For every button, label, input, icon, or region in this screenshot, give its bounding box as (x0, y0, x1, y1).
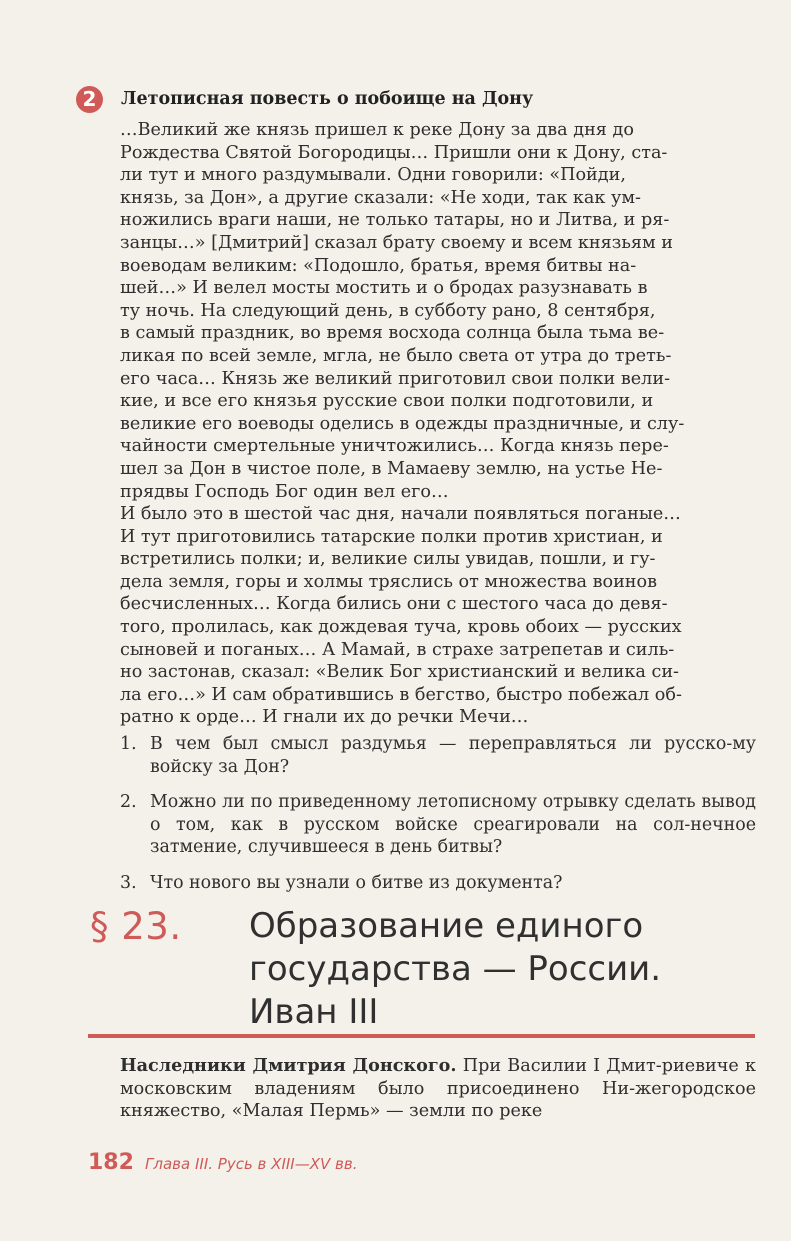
question-text: Можно ли по приведенному летописному отрывку сделать вывод о том, как в русском войске среагировали на сол-нечное затмение, случившееся в день битвы? (150, 792, 756, 858)
body-paragraph (120, 1055, 756, 1123)
question-item (120, 872, 756, 895)
document-line: но застонав, сказал: «Велик Бог христианский и велика си- (120, 662, 680, 683)
question-number: 1. (120, 734, 137, 754)
document-header (76, 86, 756, 116)
document-line: ли тут и много раздумывали. Одни говорили: «Пойди, (120, 165, 626, 186)
document-line: ратно к орде… И гнали их до речки Мечи… (120, 707, 529, 728)
question-item (120, 791, 756, 859)
document-line: дела земля, горы и холмы тряслись от множества воинов (120, 571, 658, 592)
document-line: И было это в шестой час дня, начали появляться поганые… (120, 504, 681, 525)
document-line: Рождества Святой Богородицы… Пришли они к Дону, ста- (120, 142, 668, 163)
chapter-label: Глава III. Русь в XIII—XV вв. (145, 1155, 358, 1173)
document-line: того, пролилась, как дождевая туча, кровь обоих — русских (120, 617, 682, 638)
document-line: великие его воеводы оделись в одежды праздничные, и слу- (120, 413, 685, 434)
question-text: В чем был смысл раздумья — переправляться ли русско-му войску за Дон? (150, 734, 756, 777)
document-line: кие, и все его князья русские свои полки подготовили, и (120, 391, 654, 412)
page-number: 182 (88, 1150, 134, 1175)
document-line: шей…» И велел мосты мостить и о бродах разузнавать в (120, 278, 648, 299)
question-text: Что нового вы узнали о битве из документа? (150, 872, 563, 893)
document-line: шел за Дон в чистое поле, в Мамаеву землю, на устье Не- (120, 458, 663, 479)
question-number: 3. (120, 872, 137, 893)
paragraph-title-line: Иван III (249, 992, 379, 1032)
section-divider (88, 1034, 755, 1038)
question-number: 2. (120, 792, 137, 813)
document-text (120, 119, 744, 729)
document-line: его часа… Князь же великий приготовил свои полки вели- (120, 368, 671, 389)
paragraph-number: § 23. (90, 905, 182, 948)
document-line: …Великий же князь пришел к реке Дону за два дня до (120, 120, 634, 140)
document-line: чайности смертельные уничтожились… Когда князь пере- (120, 436, 669, 457)
document-line: бесчисленных… Когда бились они с шестого часа до девя- (120, 594, 668, 615)
question-item (120, 733, 756, 778)
document-line: в самый праздник, во время восхода солнца была тьма ве- (120, 323, 665, 344)
paragraph-title-line: Образование единого (249, 906, 644, 946)
document-line: князь, за Дон», а другие сказали: «Не ходи, так как ум- (120, 187, 641, 208)
document-line: ту ночь. На следующий день, в субботу рано, 8 сентября, (120, 300, 656, 321)
document-line: ножились враги наши, не только татары, но и Литва, и ря- (120, 210, 670, 231)
document-line: ла его…» И сам обратившись в бегство, быстро побежал об- (120, 684, 682, 705)
document-title: Летописная повесть о побоище на Дону (121, 89, 534, 109)
body-heading: Наследники Дмитрия Донского. (120, 1055, 457, 1076)
document-line: прядвы Господь Бог один вел его… (120, 481, 449, 502)
body-text: При Василии I Дмит-риевиче к московским владениям было присоединено Ни-жегородское княжество, «Малая Пермь» — земли по реке (120, 1056, 756, 1122)
document-line: занцы…» [Дмитрий] сказал брату своему и всем князьям и (120, 232, 674, 253)
document-line: И тут приготовились татарские полки против христиан, и (120, 526, 663, 547)
document-line: сыновей и поганых… А Мамай, в страхе затрепетав и силь- (120, 639, 675, 660)
questions-list (120, 733, 756, 908)
document-line: встретились полки; и, великие силы увидав, пошли, и гу- (120, 549, 656, 570)
paragraph-title-line: государства — России. (249, 949, 662, 989)
document-line: воеводам великим: «Подошло, братья, время битвы на- (120, 255, 637, 276)
paragraph-title (249, 905, 749, 1034)
page-footer (88, 1150, 357, 1175)
document-line: ликая по всей земле, мгла, не было света от утра до треть- (120, 345, 672, 366)
document-number-badge: 2 (76, 86, 103, 113)
